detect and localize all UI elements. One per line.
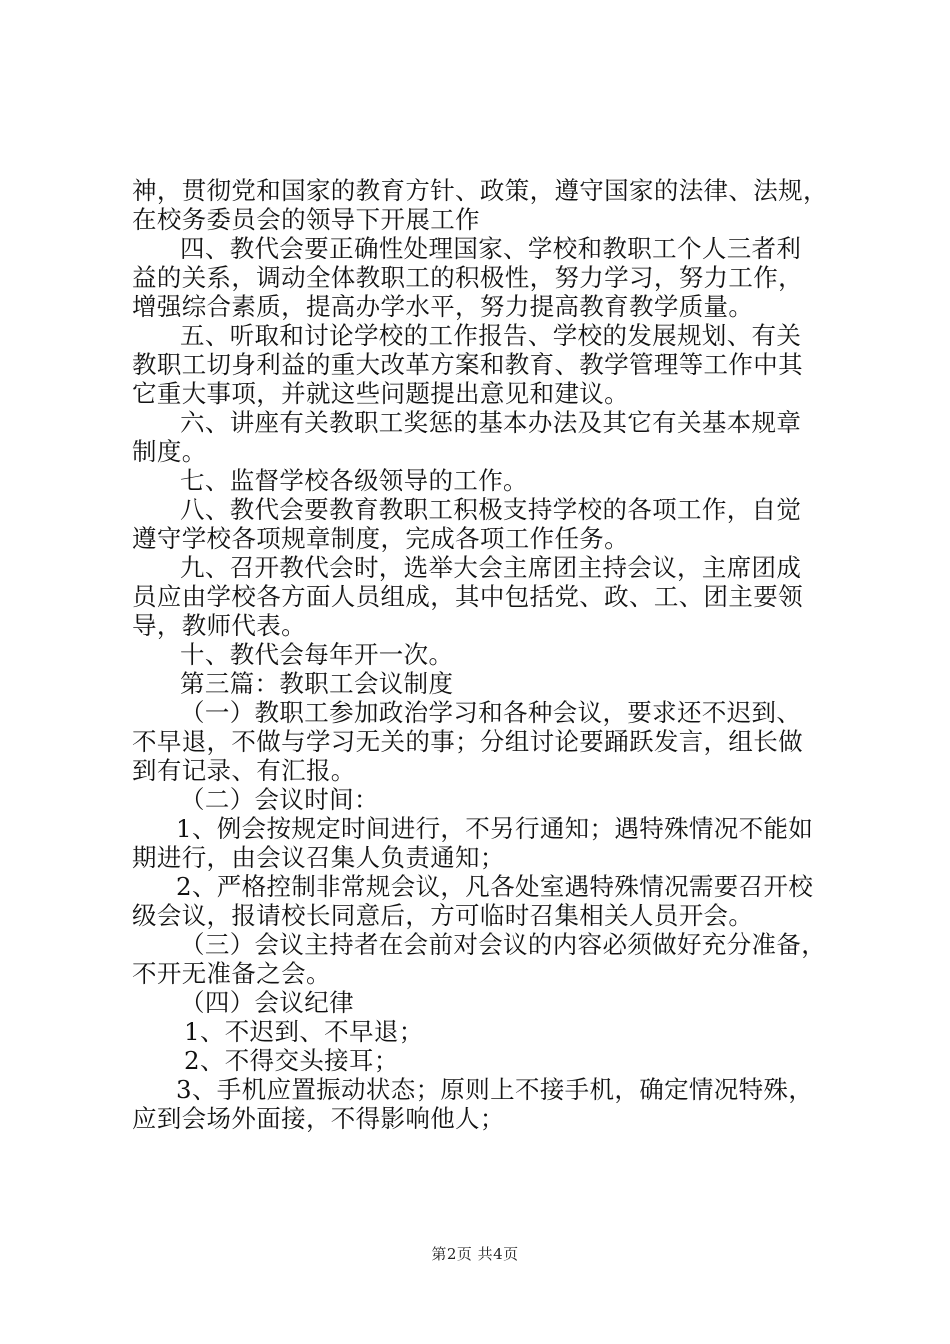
text-line: 不早退，不做与学习无关的事；分组讨论要踊跃发言，组长做 bbox=[132, 727, 803, 756]
text-line: 九、召开教代会时，选举大会主席团主持会议，主席团成 bbox=[180, 553, 802, 582]
text-line: 增强综合素质，提高办学水平，努力提高教育教学质量。 bbox=[132, 292, 754, 321]
text-line: 级会议，报请校长同意后，方可临时召集相关人员开会。 bbox=[132, 901, 754, 930]
text-line: 1、不迟到、不早退； bbox=[184, 1017, 424, 1046]
text-line: 第三篇：教职工会议制度 bbox=[180, 669, 454, 698]
text-line: 益的关系，调动全体教职工的积极性，努力学习，努力工作， bbox=[132, 263, 803, 292]
text-line: 员应由学校各方面人员组成，其中包括党、政、工、团主要领 bbox=[132, 582, 803, 611]
text-line: 导，教师代表。 bbox=[132, 611, 306, 640]
text-line: 2、严格控制非常规会议，凡各处室遇特殊情况需要召开校 bbox=[176, 872, 814, 901]
text-line: 它重大事项，并就这些问题提出意见和建议。 bbox=[132, 379, 629, 408]
text-line: 制度。 bbox=[132, 437, 207, 466]
text-line: 教职工切身利益的重大改革方案和教育、教学管理等工作中其 bbox=[132, 350, 803, 379]
text-line: 期进行，由会议召集人负责通知； bbox=[132, 843, 505, 872]
text-line: 七、监督学校各级领导的工作。 bbox=[180, 466, 528, 495]
text-line: 2、不得交头接耳； bbox=[184, 1046, 399, 1075]
page-footer bbox=[0, 1243, 950, 1264]
text-line: （一）教职工参加政治学习和各种会议，要求还不迟到、 bbox=[180, 698, 802, 727]
text-line: （二）会议时间： bbox=[180, 785, 379, 814]
text-line: 四、教代会要正确性处理国家、学校和教职工个人三者利 bbox=[180, 234, 802, 263]
page-number-label: 第2页 共4页 bbox=[431, 1245, 519, 1263]
text-line: 3、手机应置振动状态；原则上不接手机，确定情况特殊， bbox=[176, 1075, 814, 1104]
text-line: 应到会场外面接，不得影响他人； bbox=[132, 1104, 505, 1133]
text-line: 神，贯彻党和国家的教育方针、政策，遵守国家的法律、法规， bbox=[132, 176, 828, 205]
text-line: 遵守学校各项规章制度，完成各项工作任务。 bbox=[132, 524, 629, 553]
text-line: 六、讲座有关教职工奖惩的基本办法及其它有关基本规章 bbox=[180, 408, 802, 437]
text-line: 不开无准备之会。 bbox=[132, 959, 331, 988]
text-line: （四）会议纪律 bbox=[180, 988, 354, 1017]
text-line: 在校务委员会的领导下开展工作 bbox=[132, 205, 480, 234]
document-body bbox=[132, 176, 840, 1133]
text-line: 五、听取和讨论学校的工作报告、学校的发展规划、有关 bbox=[180, 321, 802, 350]
text-line: 到有记录、有汇报。 bbox=[132, 756, 356, 785]
text-line: 十、教代会每年开一次。 bbox=[180, 640, 454, 669]
text-line: 八、教代会要教育教职工积极支持学校的各项工作，自觉 bbox=[180, 495, 802, 524]
text-line: （三）会议主持者在会前对会议的内容必须做好充分准备， bbox=[180, 930, 827, 959]
text-line: 1、例会按规定时间进行，不另行通知；遇特殊情况不能如 bbox=[176, 814, 814, 843]
